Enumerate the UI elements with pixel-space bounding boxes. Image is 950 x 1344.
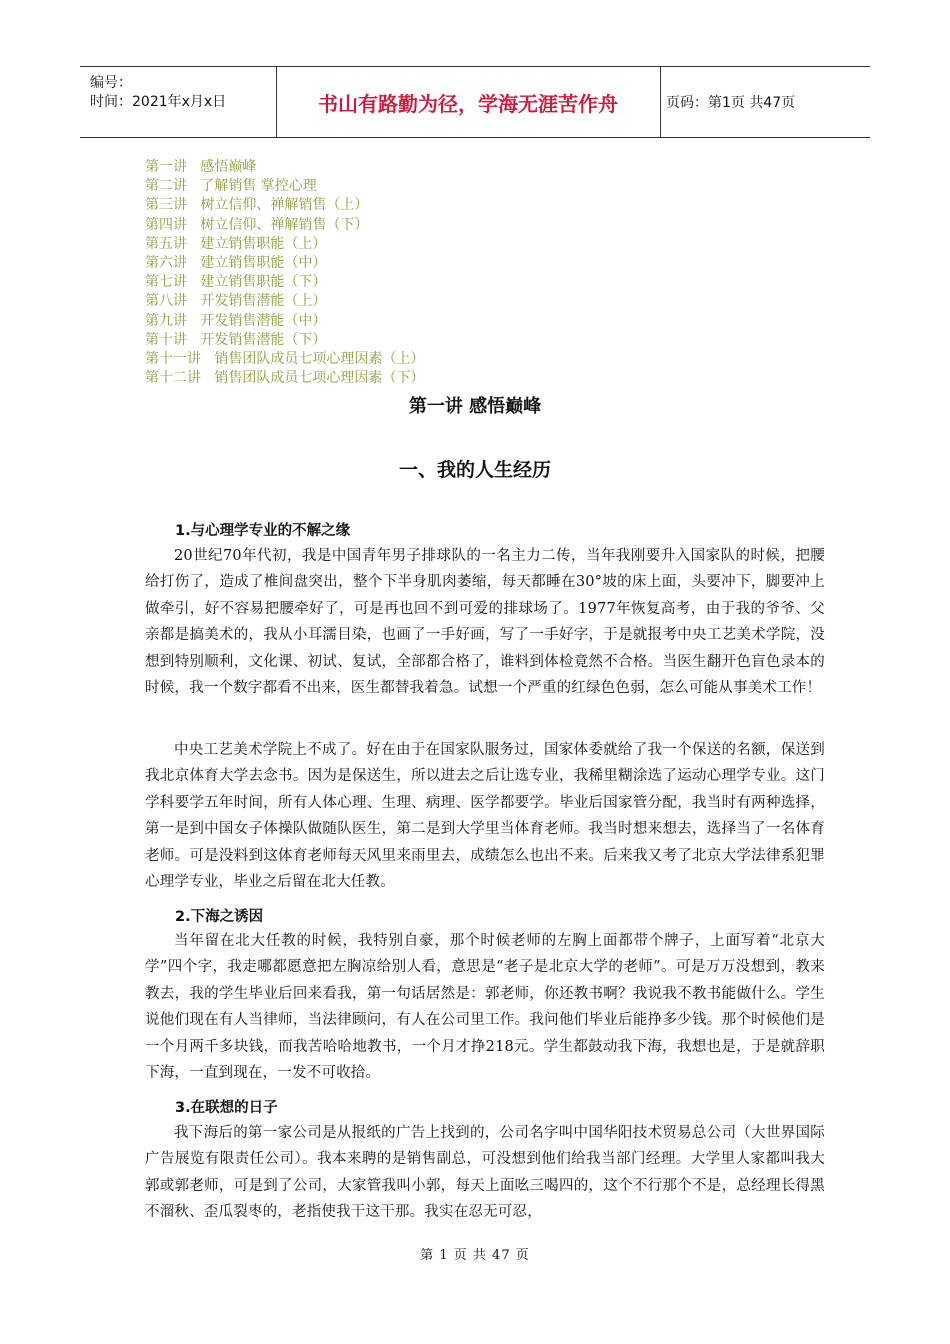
header-meta bbox=[80, 67, 277, 137]
toc-item[interactable]: 第十一讲 销售团队成员七项心理因素（上） bbox=[145, 351, 425, 368]
toc-item[interactable]: 第八讲 开发销售潜能（上） bbox=[145, 293, 327, 310]
toc-item[interactable]: 第十讲 开发销售潜能（下） bbox=[145, 331, 327, 348]
header-number-label: 编号： bbox=[90, 75, 132, 91]
toc-item[interactable]: 第九讲 开发销售潜能（中） bbox=[145, 312, 327, 329]
body-paragraph: 当年留在北大任教的时候，我特别自豪，那个时候老师的左胸上面都带个牌子，上面写着“北京大学”四个字，我走哪都愿意把左胸凉给别人看，意思是“老子是北京大学的老师”。可是万万没想到，教来教去，我的学生毕业后回来看我，第一句话居然是：郭老师，你还教书啊？我说我不教书能做什么。学生说他们现在有人当律师，当法律顾问，有人在公司里工作。我问他们毕业后能挣多少钱。那个时候他们是一个月两千多块钱，而我苦哈哈地教书，一个月才挣218元。学生都鼓动我下海，我想也是，于是就辞职下海，一直到现在，一发不可收拾。 bbox=[145, 933, 825, 1082]
toc-item[interactable]: 第十二讲 销售团队成员七项心理因素（下） bbox=[145, 370, 425, 387]
toc-item[interactable]: 第二讲 了解销售 掌控心理 bbox=[145, 178, 317, 195]
lecture-title: 第一讲 感悟巅峰 bbox=[408, 396, 542, 417]
body-paragraph: 我下海后的第一家公司是从报纸的广告上找到的，公司名字叫中国华阳技术贸易总公司（大世界国际广告展览有限责任公司）。我本来聘的是销售副总，可没想到他们给我当部门经理。大学里人家都叫我大郭或郭老师，可是到了公司，大家管我叫小郭，每天上面吆三喝四的，这个不行那个不是，总经理长得黑不溜秋、歪瓜裂枣的，老指使我干这干那。我实在忍无可忍， bbox=[145, 1125, 825, 1221]
header-time-label: 时间：2021年x月x日 bbox=[90, 94, 227, 110]
page-footer: 第 1 页 共 47 页 bbox=[420, 1248, 530, 1263]
header-motto: 书山有路勤为径，学海无涯苦作舟 bbox=[276, 67, 661, 137]
section-title: 一、我的人生经历 bbox=[398, 459, 551, 481]
body-paragraph: 中央工艺美术学院上不成了。好在由于在国家队服务过，国家体委就给了我一个保送的名额，保送到我北京体育大学去念书。因为是保送生，所以进去之后让选专业，我稀里糊涂选了运动心理学专业。这门学科要学五年时间，所有人体心理、生理、病理、医学都要学。毕业后国家管分配，我当时有两种选择，第一是到中国女子体操队做随队医生，第二是到大学里当体育老师。我当时想来想去，选择当了一名体育老师。可是没料到这体育老师每天风里来雨里去，成绩怎么也出不来。后来我又考了北京大学法律系犯罪心理学专业，毕业之后留在北大任教。 bbox=[145, 742, 825, 891]
toc-item[interactable]: 第一讲 感悟巅峰 bbox=[145, 159, 257, 175]
page-header bbox=[80, 66, 870, 138]
subsection-heading: 1.与心理学专业的不解之缘 bbox=[175, 523, 351, 539]
table-of-contents bbox=[145, 158, 424, 388]
header-page-info: 页码：第1页 共47页 bbox=[666, 95, 796, 111]
toc-item[interactable]: 第三讲 树立信仰、禅解销售（上） bbox=[145, 197, 369, 214]
subsection-heading: 2.下海之诱因 bbox=[175, 909, 264, 925]
toc-item[interactable]: 第七讲 建立销售职能（下） bbox=[145, 274, 327, 291]
subsection-heading: 3.在联想的日子 bbox=[175, 1100, 278, 1116]
toc-item[interactable]: 第六讲 建立销售职能（中） bbox=[145, 255, 327, 272]
toc-item[interactable]: 第四讲 树立信仰、禅解销售（下） bbox=[145, 216, 369, 233]
body-paragraph: 20世纪70年代初，我是中国青年男子排球队的一名主力二传，当年我刚要升入国家队的时候，把腰给打伤了，造成了椎间盘突出，整个下半身肌肉萎缩，每天都睡在30°坡的床上面，头要冲下，脚要冲上做牵引，好不容易把腰牵好了，可是再也回不到可爱的排球场了。1977年恢复高考，由于我的爷爷、父亲都是搞美术的，我从小耳濡目染，也画了一手好画，写了一手好字，于是就报考中央工艺美术学院，没想到特别顺利，文化课、初试、复试，全部都合格了，谁料到体检竟然不合格。当医生翻开色盲色录本的时候，我一个数字都看不出来，医生都替我着急。试想一个严重的红绿色色弱，怎么可能从事美术工作！ bbox=[145, 548, 825, 697]
toc-item[interactable]: 第五讲 建立销售职能（上） bbox=[145, 235, 327, 252]
